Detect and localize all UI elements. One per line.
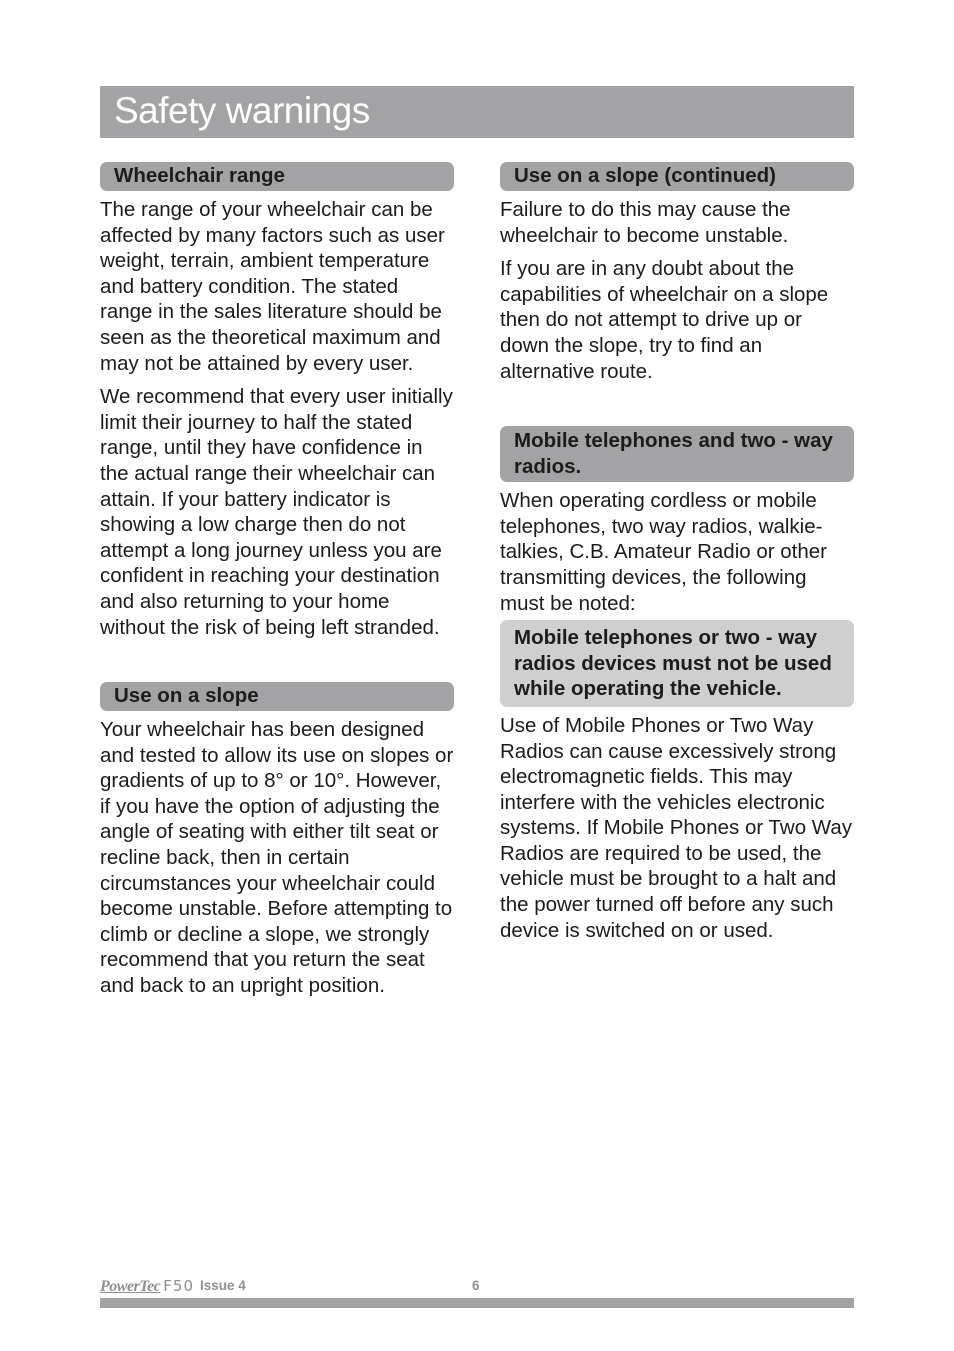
section-heading-use-on-slope: Use on a slope — [100, 682, 454, 711]
warning-notice-box: Mobile telephones or two - way radios devices must not be used while operating the vehicle. — [500, 620, 854, 707]
mobile-telephones-intro: When operating cordless or mobile telephones, two way radios, walkie-talkies, C.B. Amateur Radio or other transmitting devices, the following must be noted: — [500, 489, 828, 615]
use-on-slope-paragraph: Your wheelchair has been designed and tested to allow its use on slopes or gradients of up to 8° or 10°. However, if you have the option of adjusting the angle of seating with either tilt seat or recline back, then in certain circumstances your wheelchair could become unstable. Before attempting to climb or decline a slope, we strongly recommend that you return the seat and back to an upright position. — [100, 718, 454, 998]
section-use-on-slope — [100, 682, 454, 999]
page-title: Safety warnings — [114, 90, 370, 131]
wheelchair-range-paragraph-1: The range of your wheelchair can be affected by many factors such as user weight, terrain, ambient temperature and battery condition. The stated range in the sales literature should be seen as the theoretical maximum and may not be attained by every user. — [100, 198, 445, 375]
powertec-logo — [100, 1277, 194, 1296]
page-number: 6 — [472, 1278, 480, 1293]
footer-divider — [100, 1298, 854, 1308]
page-footer — [100, 1276, 854, 1298]
section-spacer — [500, 384, 854, 426]
section-mobile-telephones — [500, 426, 854, 943]
section-spacer — [100, 640, 454, 682]
wheelchair-range-paragraph-2: We recommend that every user initially limit their journey to half the stated range, until they have confidence in the actual range their wheelchair can attain. If your battery indicator is showing a low charge then do not attempt a long journey unless you are confident in reaching your destination and also returning to your home without the risk of being left stranded. — [100, 385, 453, 639]
issue-label: Issue 4 — [200, 1278, 246, 1293]
section-heading-slope-continued: Use on a slope (continued) — [500, 162, 854, 191]
section-heading-wheelchair-range: Wheelchair range — [100, 162, 454, 191]
brand-name: PowerTec — [100, 1278, 161, 1295]
mobile-telephones-body: Use of Mobile Phones or Two Way Radios can cause excessively strong electromagnetic fields. This may interfere with the vehicles electronic systems. If Mobile Phones or Two Way Radios are required to be used, the vehicle must be brought to a halt and the power turned off before any such device is switched on or used. — [500, 713, 853, 942]
right-column — [500, 162, 854, 943]
section-heading-mobile-telephones: Mobile telephones and two - way radios. — [500, 426, 854, 482]
slope-continued-paragraph-2: If you are in any doubt about the capabilities of wheelchair on a slope then do not attempt to drive up or down the slope, try to find an alternative route. — [500, 257, 829, 383]
slope-continued-paragraph-1: Failure to do this may cause the wheelchair to become unstable. — [500, 198, 791, 247]
model-name: F50 — [163, 1277, 194, 1295]
section-slope-continued — [500, 162, 854, 384]
left-column — [100, 162, 454, 999]
page-title-bar — [100, 86, 854, 138]
section-wheelchair-range — [100, 162, 454, 640]
